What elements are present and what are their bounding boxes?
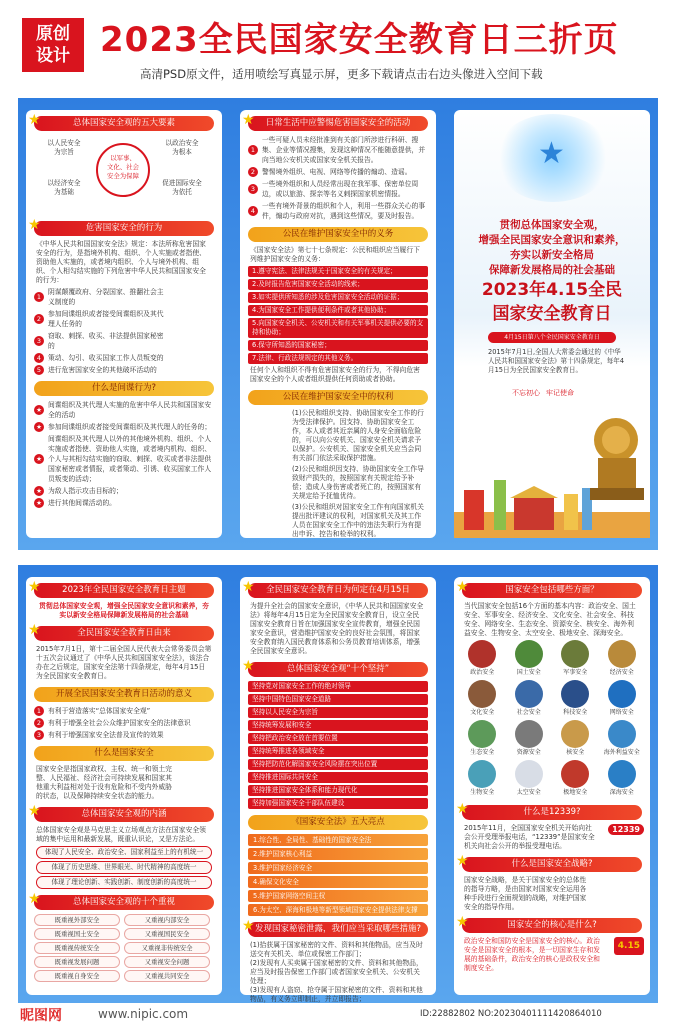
security-aspect-item: [553, 760, 598, 797]
section-title: ★ 总体国家安全观的五大要素: [34, 116, 214, 131]
aspect-photo-icon: [608, 640, 636, 668]
security-aspect-item: [460, 640, 505, 677]
element-political-security: 以政治安全 为根本: [165, 139, 199, 156]
duty-item: 5.向国家安全机关、公安机关和有关军事机关提供必要的支持和协助；: [248, 318, 428, 338]
section-title: ★ 总体国家安全观“十个坚持”: [248, 662, 428, 677]
aspect-label: 海外利益安全: [603, 749, 640, 756]
duty-item: 2.及时报告危害国家安全活动的线索；: [248, 279, 428, 290]
section-title: 《国家安全法》五大亮点: [248, 815, 428, 830]
section-paragraph: 政治安全和国防安全是国家安全的核心。政治安全是国家安全的根本，是一切国家生存和发展的基础条件，政治安全的核心是政权安全和制度安全。: [464, 937, 600, 972]
trifold-outside-sheet: [18, 565, 658, 1003]
security-aspects-grid: [454, 638, 650, 799]
section-title: ★ 国家安全包括哪些方面？: [462, 583, 642, 598]
list-item: ★ 为敌人指示攻击目标的；: [34, 486, 214, 496]
trifold-inside-sheet: [18, 98, 658, 550]
list-item: 4 一些有境外背景的组织和个人，利用一些群众关心的事件，煽动与政府对抗，遇到这些情况，要及时报告。: [248, 201, 428, 221]
section-title: 公民在维护国家安全中的义务: [248, 227, 428, 242]
section-paragraph: 任何个人和组织不得有危害国家安全的行为，不得向危害国家安全的个人或者组织提供任何资助或者协助。: [250, 366, 420, 383]
list-item: 4 策动、勾引、收买国家工作人员叛变的: [34, 353, 168, 363]
element-economic-security: 以经济安全 为基础: [47, 179, 81, 196]
highlight-item: 2.维护国家核心利益: [248, 848, 428, 860]
section-title: ★ 危害国家安全的行为: [34, 221, 214, 236]
security-aspect-item: [507, 720, 552, 757]
hotline-number-badge: 12339: [608, 824, 644, 835]
number-badge: 3: [34, 730, 44, 740]
cover-slogan: 贯彻总体国家安全观， 增强全民国家安全意识和素养， 夯实以新安全格局 保障新发展格局的社会基础: [478, 219, 626, 276]
section-paragraph: 国家安全战略，是关于国家安全的总体性的指导方略，是由国家对国家安全运用各种手段进行全面规划的战略，对维护国家安全的指导作用。: [464, 876, 587, 911]
list-item: 3 有利于增强国家安全法普及宣传的效果: [34, 730, 214, 740]
front-cover-panel: [454, 110, 650, 538]
duty-item: 7.法律、行政法规规定的其他义务。: [248, 353, 428, 364]
section-paragraph: 2015年7月1日，第十二届全国人民代表大会常务委员会第十五次会议通过了《中华人民共和国国家安全法》，该法合办在之后规定，国家安全法第十四条规定，每年4月15日为全民国家安全教育日。: [36, 645, 212, 680]
number-badge: 3: [248, 184, 258, 194]
list-item: ★ 间谍组织及其代理人以外的其他境外机构、组织、个人实施或者指使、资助他人实施，或者境内机构、组织、个人与其相勾结实施的窃取、刺探、收买或者非法提供国家秘密或者情报，或者策动、引诱、收买国家工作人员叛变的活动；: [34, 434, 214, 484]
measure-item: (1)拾获属于国家秘密的文件、资料和其他物品，应当及时送交有关机关、单位或保密工作部门；: [250, 941, 423, 958]
section-paragraph: 国家安全是指国家政权、主权、统一和领土完整、人民福祉、经济社会可持续发展和国家其他重大利益相对处于没有危险和不受内外威胁的状态，以及保障持续安全状态的能力。: [36, 765, 172, 800]
header: [0, 0, 675, 92]
aspect-label: 科技安全: [563, 709, 588, 716]
aspect-label: 生物安全: [470, 789, 495, 796]
security-aspect-item: [600, 760, 645, 797]
rights-item: (3)公民和组织对国家安全工作有向国家机关提出批评建议的权利，对国家机关及其工作人员在国家安全工作中的违法失职行为有提出申诉、控告和检举的权利。: [292, 503, 424, 538]
badge-line1: 原创: [36, 24, 70, 44]
list-item: 1 阴谋颠覆政府、分裂国家、推翻社会主义制度的: [34, 287, 168, 307]
number-badge: 3: [34, 336, 44, 346]
aspect-photo-icon: [608, 680, 636, 708]
star-bullet-icon: ★: [34, 405, 44, 415]
aspect-photo-icon: [468, 760, 496, 788]
number-badge: 2: [248, 167, 258, 177]
section-title: ★ 全民国家安全教育日为何定在4月15日: [248, 583, 428, 598]
section-title: ★ 什么是12339?: [462, 805, 642, 820]
persistence-item: 坚持把政治安全放在首要位置: [248, 733, 428, 744]
highlight-item: 5.维护国家网络空间主权: [248, 890, 428, 902]
persistence-item: 坚持中国特色国家安全道路: [248, 694, 428, 705]
aspect-photo-icon: [468, 720, 496, 748]
significance-list: [26, 706, 222, 740]
section-title: ★ 2023年全民国家安全教育日主题: [34, 583, 214, 598]
persistence-item: 坚持统筹发展和安全: [248, 720, 428, 731]
aspect-photo-icon: [561, 640, 589, 668]
connotation-item: 体现了历史思维、世界眼光、时代精神的高度统一: [36, 861, 212, 874]
security-aspect-item: [507, 640, 552, 677]
page-title: 2023全民国家安全教育日三折页: [100, 20, 619, 60]
national-emblem-glow: [494, 114, 612, 202]
aspect-photo-icon: [608, 760, 636, 788]
number-badge: 1: [34, 706, 44, 716]
duty-item: 6.保守所知悉的国家秘密；: [248, 340, 428, 351]
aspect-label: 核安全: [566, 749, 585, 756]
aspect-photo-icon: [561, 720, 589, 748]
list-item: ★ 间谍组织及其代理人实施的危害中华人民共和国国家安全的活动: [34, 400, 214, 420]
duty-item: 4.为国家安全工作提供便利条件或者其他协助；: [248, 305, 428, 316]
list-item: 1 一些可疑人员未经批准到有关部门所涉进行科研、搜集、企业等情况搜集，发现这种情况不能随意提供，并向当地公安机关或国家安全机关报告。: [248, 135, 428, 165]
cover-date-bar: 4月15日第八个全民国家安全教育日: [488, 332, 616, 343]
emphasis-item: 既重视外部安全: [34, 914, 120, 926]
cover-big-title: 2023年4.15全民 国家安全教育日: [481, 280, 623, 324]
connotation-item: 体现了人民安全、政治安全、国家利益至上的有机统一: [36, 846, 212, 859]
panel-security-aspects: [454, 577, 650, 995]
list-item: 2 有利于增强全社会公众维护国家安全的法律意识: [34, 718, 214, 728]
section-paragraph: 当代国家安全包括16个方面的基本内容：政治安全、国土安全、军事安全、经济安全、文化安全、社会安全、科技安全、网络安全、生态安全、资源安全、核安全、海外利益安全、生物安全、太空安全、极地安全、深海安全。: [464, 602, 636, 637]
list-item: 2 警惕境外组织、电视、网络等传播的煽动、造谣。: [248, 167, 428, 177]
page-subtitle: 高清PSD原文件，适用喷绘写真显示屏，更多下载请点击右边头像进入空间下载: [140, 67, 543, 81]
emphasis-item: 既重视发展问题: [34, 956, 120, 968]
star-bullet-icon: ★: [34, 454, 44, 464]
emphasis-item: 既重视自身安全: [34, 970, 120, 982]
golden-lion-statue: [584, 410, 646, 500]
persistence-item: 坚持以人民安全为宗旨: [248, 707, 428, 718]
aspect-label: 经济安全: [609, 669, 634, 676]
section-title: ★ 日常生活中应警惕危害国家安全的活动: [248, 116, 428, 131]
section-title: 什么是间谍行为?: [34, 381, 214, 396]
list-item: 1 有利于营造落实“总体国家安全观”: [34, 706, 214, 716]
security-aspect-item: [507, 680, 552, 717]
aspect-photo-icon: [468, 640, 496, 668]
aspect-photo-icon: [515, 760, 543, 788]
security-aspect-item: [600, 680, 645, 717]
aspect-label: 极地安全: [563, 789, 588, 796]
list-item: ★ 进行其他间谍活动的。: [34, 498, 214, 508]
element-international-security: 促进国际安全 为依托: [162, 179, 202, 196]
persistence-item: 坚持党对国家安全工作的绝对领导: [248, 681, 428, 692]
cover-tags: [512, 388, 574, 398]
theme-text: 贯彻总体国家安全观，增强全民国家安全意识和素养，夯实以新安全格局保障新发展格局的社会基础: [39, 602, 209, 619]
star-icon: ★: [538, 136, 565, 171]
harm-acts-list: [26, 287, 176, 375]
aspect-photo-icon: [515, 680, 543, 708]
tag-item: 不忘初心: [512, 389, 540, 397]
section-paragraph: 为提升全社会的国家安全意识，《中华人民共和国国家安全法》将每年4月15日定为全民国家安全教育日，设立全民国家安全教育日旨在加强国家安全宣传教育，增强全民国家安全意识，营造维护国家安全的良好社会氛围，将国家安全教育纳入国民教育体系和公务员教育培训体系，增强全民国家安全意识。: [250, 602, 424, 655]
persistence-item: 坚持推进国际共同安全: [248, 772, 428, 783]
emphasis-item: 既重视国土安全: [34, 928, 120, 940]
security-aspect-item: [553, 640, 598, 677]
aspect-label: 深海安全: [609, 789, 634, 796]
original-design-badge: [22, 18, 84, 72]
section-title: ★ 总体国家安全观的十个重视: [34, 895, 214, 910]
aspect-label: 资源安全: [516, 749, 541, 756]
persistence-item: 坚持推进国家安全体系和能力现代化: [248, 785, 428, 796]
section-title: ★ 全民国家安全教育日由来: [34, 626, 214, 641]
number-badge: 4: [248, 206, 258, 216]
aspect-label: 文化安全: [470, 709, 495, 716]
core-block: [454, 937, 650, 973]
site-logo: 昵图网: [20, 1008, 62, 1024]
espionage-list: [26, 400, 222, 508]
ten-emphases-grid: [26, 914, 222, 982]
security-aspect-item: [600, 640, 645, 677]
section-title: ★ 什么是国家安全战略?: [462, 857, 642, 872]
number-badge: 1: [34, 292, 44, 302]
emphasis-item: 既重视传统安全: [34, 942, 120, 954]
aspect-photo-icon: [561, 680, 589, 708]
image-id: ID:22882802 NO:20230401111420864010: [420, 1009, 602, 1019]
section-paragraph: 2015年11月，全国国家安全机关开始向社会公开受理举报电话，“12339”是国家安全机关向社会公开的举报受理电话。: [464, 824, 595, 850]
persistence-item: 坚持加强国家安全干部队伍建设: [248, 798, 428, 809]
vigilance-list: [240, 135, 436, 221]
section-title: ★ 国家安全的核心是什么?: [462, 918, 642, 933]
rights-item: (1)公民和组织支持、协助国家安全工作的行为受法律保护。因支持、协助国家安全工作，本人或者其近亲属的人身安全面临危险的，可以向公安机关、国家安全机关请求予以保护。公安机关、国家安全机关应当会同有关部门依法采取保护措施。: [292, 409, 424, 462]
emphasis-item: 又重视共同安全: [124, 970, 210, 982]
section-title: 开展全民国家安全教育日活动的意义: [34, 687, 214, 702]
connotation-item: 体现了理论创新、实践创新、制度创新的高度统一: [36, 876, 212, 889]
highlight-item: 1.综合性、全局性、基础性的国家安全法: [248, 834, 428, 846]
persistence-item: 坚持统筹推进各领域安全: [248, 746, 428, 757]
panel-why-april-15: [240, 577, 436, 1003]
list-item: 5 进行危害国家安全的其他破坏活动的: [34, 365, 168, 375]
security-aspect-item: [460, 720, 505, 757]
security-aspect-item: [507, 760, 552, 797]
emphasis-item: 又重视内部安全: [124, 914, 210, 926]
aspect-photo-icon: [468, 680, 496, 708]
section-paragraph: 总体国家安全观是马克思主义立场观点方法在国家安全领域的集中运用和最新发展，既重认识论，又是方法论。: [36, 826, 206, 843]
section-title: 公民在维护国家安全中的权利: [248, 390, 428, 405]
number-badge: 1: [248, 145, 258, 155]
measure-item: (3)发现有人盗窃、抢夺属于国家秘密的文件、资料和其他物品，有义务立即制止，并立即报告；: [250, 986, 423, 1003]
security-aspect-item: [600, 720, 645, 757]
rights-item: (2)公民和组织因支持、协助国家安全工作导致财产损失的，按照国家有关规定给予补偿；造成人身伤害或者死亡的，按照国家有关规定给予抚恤优待。: [292, 465, 424, 500]
aspect-label: 生态安全: [470, 749, 495, 756]
aspect-label: 太空安全: [516, 789, 541, 796]
aspect-label: 军事安全: [563, 669, 588, 676]
aspect-label: 国土安全: [516, 669, 541, 676]
section-title: ★ 发现国家秘密泄露，我们应当采取哪些措施?: [248, 922, 428, 937]
emphasis-item: 又重视国民安全: [124, 928, 210, 940]
list-item: 2 参加间谍组织或者接受间谍组织及其代理人任务的: [34, 309, 168, 329]
date-badge: 4.15: [614, 937, 644, 955]
aspect-label: 政治安全: [470, 669, 495, 676]
element-center-circle: 以军事、 文化、社会 安全为保障: [96, 143, 150, 197]
aspect-photo-icon: [515, 640, 543, 668]
panel-education-day: [26, 577, 222, 995]
number-badge: 2: [34, 314, 44, 324]
site-url: www.nipic.com: [98, 1007, 189, 1021]
aspect-photo-icon: [561, 760, 589, 788]
aspect-photo-icon: [515, 720, 543, 748]
watermark-footer: [0, 1004, 675, 1024]
section-paragraph: 《国家安全法》第七十七条规定：公民和组织应当履行下列维护国家安全的义务：: [250, 246, 420, 263]
star-bullet-icon: ★: [34, 498, 44, 508]
highlight-item: 3.维护国家经济安全: [248, 862, 428, 874]
panel-daily-vigilance: [240, 110, 436, 538]
star-bullet-icon: ★: [34, 422, 44, 432]
number-badge: 5: [34, 365, 44, 375]
badge-line2: 设计: [36, 46, 70, 66]
list-item: 3 窃取、刺探、收买、非法提供国家秘密的: [34, 331, 168, 351]
highlight-item: 6.为太空、深海和极地等新型领域国家安全提供法律支撑: [248, 904, 428, 916]
tag-item: 牢记使命: [546, 389, 574, 397]
security-aspect-item: [460, 760, 505, 797]
emphasis-item: 又重视非传统安全: [124, 942, 210, 954]
section-title: 什么是国家安全: [34, 746, 214, 761]
five-elements-diagram: [34, 135, 214, 215]
panel-five-elements: [26, 110, 222, 538]
measure-item: (2)发现有人买卖属于国家秘密的文件、资料和其他物品，应当及时报告保密工作部门或者国家安全机关、公安机关处理；: [250, 959, 423, 985]
aspect-label: 社会安全: [516, 709, 541, 716]
security-aspect-item: [460, 680, 505, 717]
element-people-security: 以人民安全 为宗旨: [47, 139, 81, 156]
hotline-block: [454, 824, 650, 851]
section-paragraph: 《中华人民共和国国家安全法》规定：本法所称危害国家安全的行为，是指境外机构、组织、个人实施或者指使、资助他人实施的，或者境内组织、个人与境外机构、组织、个人相勾结实施的下列危害中华人民共和国国家安全的行为：: [36, 240, 206, 284]
security-aspect-item: [553, 720, 598, 757]
duty-item: 3.如实提供所知悉的涉及危害国家安全活动的证据；: [248, 292, 428, 303]
emphasis-item: 又重视安全问题: [124, 956, 210, 968]
section-title: ★ 总体国家安全观的内涵: [34, 807, 214, 822]
list-item: ★ 参加间谍组织或者接受间谍组织及其代理人的任务的；: [34, 422, 214, 432]
list-item: 3 一些境外组织和人员经常出现在我军事、保密单位周边，或以旅游、探亲等名义刺探国家机密情报。: [248, 179, 428, 199]
aspect-label: 网络安全: [609, 709, 634, 716]
security-aspect-item: [553, 680, 598, 717]
aspect-photo-icon: [608, 720, 636, 748]
number-badge: 4: [34, 353, 44, 363]
highlight-item: 4.确保文化安全: [248, 876, 428, 888]
star-bullet-icon: ★: [34, 486, 44, 496]
cover-intro: 2015年7月1日,全国人大常委会通过的《中华人民共和国国家安全法》第十四条规定，每年4月15日为全民国家安全教育日。: [488, 348, 625, 374]
persistence-item: 坚持把防范化解国家安全风险摆在突出位置: [248, 759, 428, 770]
duty-item: 1.遵守宪法、法律法规关于国家安全的有关规定；: [248, 266, 428, 277]
number-badge: 2: [34, 718, 44, 728]
